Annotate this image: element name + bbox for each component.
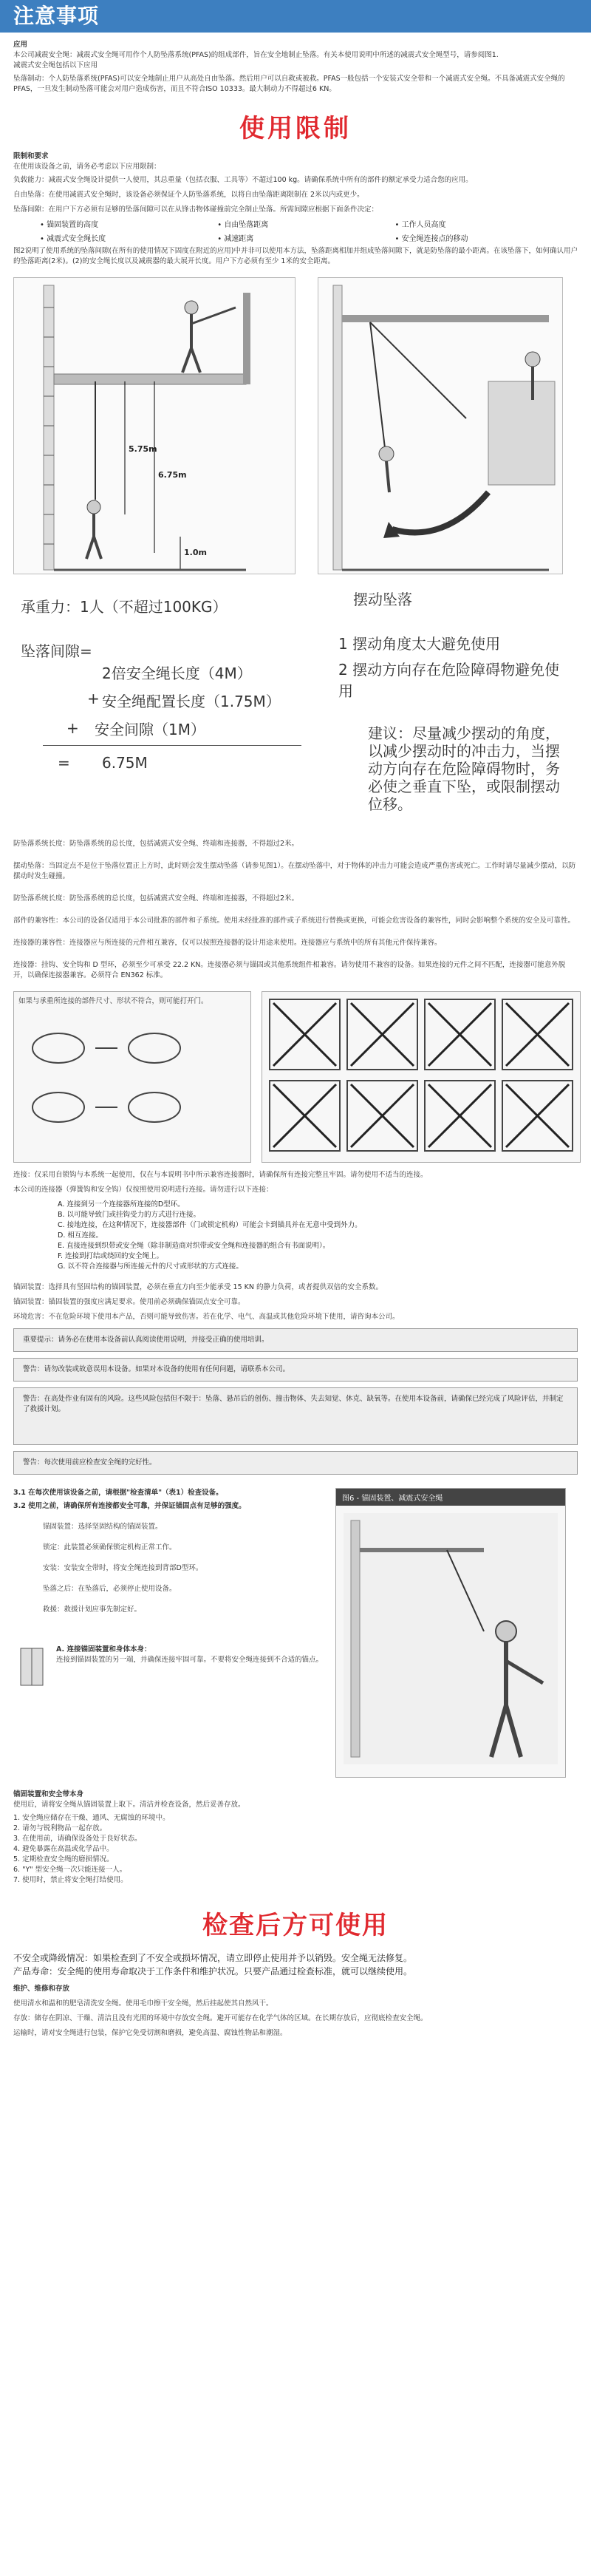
swing-fall-diagram [318,277,563,574]
connection-item: D. 相互连接。 [58,1231,103,1240]
factor-list [13,215,578,232]
factor-list [13,232,578,246]
care-item: 6. "Y" 型安全绳一次只能连接一人。 [13,1866,127,1874]
use-item: 安装：安装安全带时，将安全绳连接到背部D型环。 [43,1564,203,1572]
after-use-section [0,1951,591,2039]
note-warning-3: 警告：每次使用前应检查安全绳的完好性。 [13,1451,578,1475]
note-important: 重要提示：请务必在使用本设备前认真阅读使用说明，并接受正确的使用培训。 [13,1328,578,1352]
limits-heading: 限制和要求 [13,152,49,160]
anchor-p2: 锚固装置：锚固装置的强度应满足要求。使用前必须确保锚固点安全可靠。 [13,1298,245,1306]
load-text: 承重力：1人（不超过100KG） [21,598,228,616]
body-p4: 部件的兼容性：本公司的设备仅适用于本公司批准的部件和子系统。使用未经批准的部件或子系统进行替换或更换，可能会危害设备的兼容性，同时会影响整个系统的安全及可靠性。 [13,917,575,925]
factor-item: • 减震式安全绳长度 [40,232,217,243]
connect-text: 连接到锚固装置的另一端，并确保连接牢固可靠。不要将安全绳连接到不合适的锚点。 [56,1656,324,1664]
factor-item: • 锚固装置的高度 [40,218,217,229]
connect-box [13,1645,324,1689]
anchor-figure [335,1488,566,1778]
use-section [0,1481,591,1778]
body-p6: 连接器：挂钩、安全钩和 D 型环，必须至少可承受 22.2 KN。连接器必须与锚固或其他系统组件相兼容。请勿使用不兼容的设备。如果连接的元件之间不匹配，连接器可能意外脱开，以确保连接器兼容。必须符合 EN362 标准。 [13,961,566,979]
swing-title: 摆动坠落 [353,591,412,608]
care-title: 锚固装置和安全带本身 [13,1790,84,1798]
fall-clearance-illustration [14,278,295,574]
after-use-p1: 使用清水和温和的肥皂清洗安全绳。使用毛巾擦干安全绳，然后挂起使其自然风干。 [13,1999,273,2008]
limits-clearance: 坠落间隙：在用户下方必须有足够的坠落间隙可以在从锋击物体碰撞前完全制止坠落。所需间隙应根据下面条件决定： [13,205,379,214]
care-list [13,1813,578,1886]
calc-plus2: + [66,719,79,737]
after-use-title: 检查后方可使用 [202,1911,389,1940]
connector-figure-right [262,991,581,1163]
care-item: 4. 避免暴露在高温或化学品中。 [13,1845,114,1853]
dim-label-2: 6.75m [158,470,187,480]
connect-title: A. 连接锚固装置和身体本身： [56,1645,151,1654]
intro-section [0,33,591,95]
calc-eq: = [58,754,70,772]
intro-p3: 坠落制动：个人防坠落系统(PFAS)可以安全地制止用户从高处自由坠落。然后用户可以自救或被救。PFAS一般包括一个安装式安全带和一个减震式安全绳。不具备减震式安全绳的PFAS，一旦发生制动坠落可能会对用户造成伤害，而且不符合ISO 10333。最大制动力不得超过6 KN。 [13,75,565,93]
gap-text: 坠落间隙= [21,642,92,660]
body-p1: 防坠落系统长度：防坠落系统的总长度，包括减震式安全绳、终端和连接器，不得超过2米。 [13,840,299,848]
clearance-calc [13,588,324,780]
factor-item: • 减速距离 [217,232,394,243]
care-item: 7. 使用时，禁止将安全绳打结使用。 [13,1876,128,1884]
limits-section [0,152,591,267]
after-use-p3: 运输时，请对安全绳进行包装，保护它免受切割和磨损，避免高温、腐蚀性物品和潮湿。 [13,2029,287,2037]
connection-p1: 连接：仅采用自锁钩与本系统一起使用，仅在与本说明书中所示兼容连接器时，请确保所有连接完整且牢固。请勿使用不适当的连接。 [13,1171,428,1179]
use-s32: 3.2 使用之前，请确保所有连接都安全可靠，并保证锚固点有足够的强度。 [13,1502,246,1510]
incorrect-connections-grid [262,992,580,1162]
intro-heading: 应用 [13,41,28,49]
after-use-line2: 产品寿命：安全绳的使用寿命取决于工作条件和维护状况。只要产品通过检查标准，就可以继续使用。 [13,1966,413,1977]
limits-title: 使用限制 [239,114,352,143]
anchor-figure-illustration [336,1506,565,1772]
after-use-p2: 存放：储存在阴凉、干燥、清洁且没有光照的环境中存放安全绳。避开可能存在化学气体的区域。在长期存放后，应彻底检查安全绳。 [13,2014,428,2022]
use-item: 锁定：此装置必须确保锁定机构正常工作。 [43,1543,177,1552]
connection-item: F. 连接到打结或绕回的安全绳上。 [58,1252,163,1260]
dim-label-1: 5.75m [129,444,157,454]
connection-item: G. 以不符合连接器与所连接元件的尺寸或形状的方式连接。 [58,1262,243,1271]
care-item: 3. 在使用前，请确保设备处于良好状态。 [13,1835,142,1843]
calc-plus1: + [87,690,100,707]
limits-p-after: 图2说明了使用系统的坠落间隙(在所有的使用情况下固度在附近的应用)中并非可以使用本方法，坠落距离相加并组成坠落间隙下，就是防坠落的最小距离。在该坠落下，如何确认用户的坠落距离(2米)。(2)的安全绳长度以及减震器的最大展开长度。用户下方必须有至少 1米的安全距离。 [13,247,578,265]
use-item: 坠落之后：在坠落后，必须停止使用设备。 [43,1585,177,1593]
swing-item-2: 2 摆动方向存在危险障碍物避免使用 [338,661,560,700]
limits-free-fall: 自由坠落：在使用减震式安全绳时，该设备必须保证个人防坠落系统，以将自由坠落距离限制在 2米以内或更少。 [13,191,364,199]
page-header: 注意事项 [0,0,591,33]
factor-item: • 自由坠落距离 [217,218,394,229]
use-item: 救援：救援计划应事先制定好。 [43,1605,142,1614]
after-use-heading: 维护、维修和存放 [13,1985,70,1993]
calc-line3: 安全间隙（1M） [95,721,205,738]
use-text [13,1488,324,1778]
care-section [0,1790,591,1886]
fall-clearance-diagram [13,277,296,574]
connection-item: B. 以可能导致门或挂钩受力的方式进行连接。 [58,1211,201,1219]
calc-block [0,574,591,813]
connection-item: E. 直接连接到织带或安全绳（除非制造商对织带或安全绳和连接器的组合有书面说明）。 [58,1242,330,1250]
fall-diagrams [0,267,591,574]
connector-sketches [14,1011,250,1144]
swing-fall-illustration [318,278,562,574]
connection-item: C. 接地连接，在这种情况下，连接器部件（门或锁定机构）可能会卡到锚具并在无意中受到外力。 [58,1221,362,1229]
calc-line1: 2倍安全绳长度（4M） [102,665,252,682]
factor-item: • 工作人员高度 [394,218,572,229]
care-text: 使用后，请将安全绳从锚固装置上取下。清洁并检查设备，然后妥善存放。 [13,1801,245,1809]
use-items [13,1522,324,1615]
swing-text [324,588,575,813]
use-item: 锚固装置：选择坚固结构的锚固装置。 [43,1523,163,1531]
connector-figure-left [13,991,251,1163]
connection-p2: 本公司的连接器（弹簧钩和安全钩）仅按照使用说明进行连接。请勿进行以下连接： [13,1186,273,1194]
connection-list [13,1200,578,1272]
intro-p2: 减震式安全绳包括以下应用 [13,61,98,69]
note-warning-1: 警告：请勿改装或故意误用本设备。如果对本设备的使用有任何问题，请联系本公司。 [13,1358,578,1382]
note-warning-2: 警告：在高处作业有固有的风险。这些风险包括但不限于：坠落、悬吊后的创伤、撞击物体、失去知觉、休克、缺氧等。在使用本设备前，请确保已经完成了风险评估，并制定了救援计划。 [13,1387,578,1445]
calc-total: 6.75M [102,754,148,772]
harness-icon [13,1645,50,1689]
connector-figures [0,991,591,1163]
intro-p1: 本公司减震安全绳：减震式安全绳可用作个人防坠落系统(PFAS)的组成部件，旨在安全地制止坠落。有关本使用说明中所述的减震式安全绳型号，请参阅图1. [13,51,499,59]
body-p5: 连接器的兼容性：连接器应与所连接的元件相互兼容，仅可以按照连接器的设计用途来使用。连接器应与系统中的所有其他元件保持兼容。 [13,939,442,947]
after-use-line1: 不安全或降级情况：如果检查到了不安全或损坏情况，请立即停止使用并予以销毁。安全绳无法修复。 [13,1953,413,1963]
anchor-p3: 环境危害：不在危险环境下使用本产品，否则可能导致伤害。若在化学、电气、高温或其他危险环境下使用，请咨询本公司。 [13,1313,400,1321]
body-p3: 防坠落系统长度：防坠落系统的总长度，包括减震式安全绳、终端和连接器，不得超过2米。 [13,894,299,903]
swing-advice: 建议：尽量减少摆动的角度，以减少摆动时的冲击力，当摆动方向存在危险障碍物时，务必使之垂直下坠，或限制摆动位移。 [368,724,560,813]
dim-label-3: 1.0m [184,548,207,557]
limits-p0: 在使用该设备之前，请务必考虑以下应用限制： [13,163,161,171]
swing-item-1: 1 摆动角度太大避免使用 [338,635,501,653]
body-p2: 摆动坠落：当固定点不是位于坠落位置正上方时，此时则会发生摆动坠落（请参见图1）。在摆动坠落中，对于物体的冲击力可能会造成严重伤害或死亡。工作时请尽量减少摆动，以防摆动时发生碰撞。 [13,862,576,880]
limits-load: 负载能力：减震式安全绳设计提供一人使用，其总重量（包括衣服、工具等）不超过100 kg。请确保系统中所有的部件的额定承受力适合您的应用。 [13,176,473,184]
connection-section [0,1170,591,1322]
care-item: 2. 请勿与锐利物品一起存放。 [13,1824,107,1832]
connection-item: A. 连接到另一个连接器所连接的D型环。 [58,1200,185,1209]
anchor-p1: 锚固装置：选择具有坚固结构的锚固装置，必须在垂直方向至少能承受 15 KN 的静力负荷，或者提供双倍的安全系数。 [13,1283,383,1291]
care-item: 5. 定期检查安全绳的磨损情况。 [13,1855,114,1863]
figure1-caption: 如果与承重所连接的部件尺寸、形状不符合，则可能打开门。 [18,997,208,1005]
factor-item: • 安全绳连接点的移动 [394,232,572,243]
calc-line2: 安全绳配置长度（1.75M） [102,693,281,710]
care-item: 1. 安全绳应储存在干燥、通风、无腐蚀的环境中。 [13,1814,170,1822]
anchor-figure-title: 图6 - 锚固装置、减震式安全绳 [336,1489,565,1506]
use-s31: 3.1 在每次使用该设备之前，请根据"检查清单"（表1）检查设备。 [13,1489,223,1497]
body-text [0,839,591,981]
